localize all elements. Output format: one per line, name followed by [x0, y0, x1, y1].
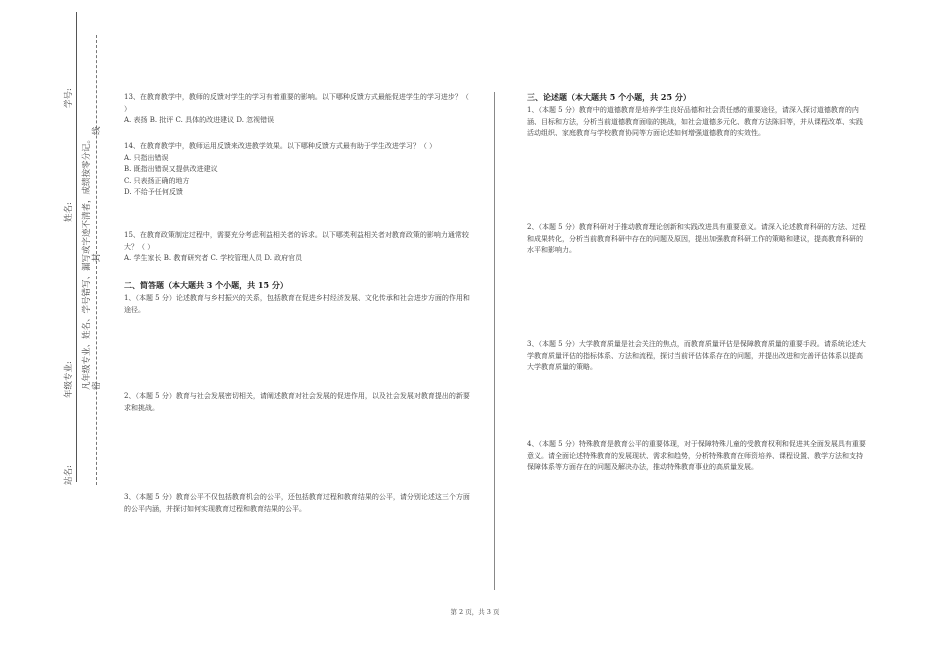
binding-solid-line — [76, 12, 77, 482]
question-13-options: A. 表扬 B. 批评 C. 具体的改进建议 D. 忽视错误 — [124, 116, 275, 124]
short-answer-3: 3、（本题 5 分）教育公平不仅包括教育机会的公平，还包括教育过程和教育结果的公平，请分别论述这三个方面的公平内涵，并探讨如何实现教育过程和教育结果的公平。 — [124, 493, 470, 513]
section-2-title: 二、简答题（本大题共 3 个小题，共 15 分） — [124, 280, 288, 290]
question-14-option-d: D. 不给予任何反馈 — [124, 188, 183, 196]
seal-mark-xian: 线 — [92, 126, 102, 135]
short-answer-2: 2、（本题 5 分）教育与社会发展密切相关，请阐述教育对社会发展的促进作用，以及社会发展对教育提出的新要求和挑战。 — [124, 392, 470, 412]
name-label: 姓名: — [64, 202, 74, 222]
short-answer-1: 1、（本题 5 分）论述教育与乡村振兴的关系，包括教育在促进乡村经济发展、文化传承和社会进步方面的作用和途径。 — [124, 294, 470, 314]
school-label: 站名: — [64, 465, 74, 485]
question-14-option-c: C. 只表扬正确的地方 — [124, 176, 190, 185]
grade-major-label: 年级专业: — [64, 361, 74, 398]
question-14-option-a: A. 只指出错误 — [124, 153, 169, 162]
question-15-stem: 15、在教育政策制定过程中，需要充分考虑利益相关者的诉求。以下哪类利益相关者对教育政策的影响力通常较大？（ ） — [124, 231, 469, 251]
question-15-options: A. 学生家长 B. 教育研究者 C. 学校管理人员 D. 政府官员 — [124, 254, 303, 262]
page-number: 第 2 页，共 3 页 — [450, 608, 500, 616]
binding-margin — [0, 0, 110, 672]
question-14-option-b: B. 既指出错误又提供改进建议 — [124, 165, 218, 173]
essay-3: 3、（本题 5 分）大学教育质量是社会关注的焦点，而教育质量评估是保障教育质量的重要手段。请系统论述大学教育质量评估的指标体系、方法和流程，探讨当前评估体系存在的问题，并提出改进和完善评估体系以提高大学教育质量的策略。 — [527, 340, 866, 371]
question-13 — [124, 92, 472, 127]
section-3-title: 三、论述题（本大题共 5 个小题，共 25 分） — [527, 92, 691, 102]
essay-4: 4、（本题 5 分）特殊教育是教育公平的重要体现，对于保障特殊儿童的受教育权利和促进其全面发展具有重要意义。请全面论述特殊教育的发展现状、需求和趋势，分析特殊教育在师资培养、课程设置、教学方法和支持保障体系等方面存在的问题及解决办法，推动特殊教育事业的高质量发展。 — [527, 440, 866, 471]
student-id-label: 学号: — [64, 88, 74, 108]
seal-mark-mi: 密 — [92, 381, 102, 390]
question-14-stem: 14、在教育教学中，教师运用反馈来改进教学效果。以下哪种反馈方式最有助于学生改进学习？（ ） — [124, 142, 437, 150]
column-divider — [494, 92, 495, 590]
essay-1: 1、（本题 5 分）教育中的道德教育是培养学生良好品德和社会责任感的重要途径，请深入探讨道德教育的内涵、目标和方法，分析当前道德教育面临的挑战，如社会道德多元化、教育方法陈旧等，并从课程改革、实践活动组织、家庭教育与学校教育协同等方面论述如何增强道德教育的实效性。 — [527, 106, 863, 137]
question-14 — [124, 141, 472, 199]
question-15 — [124, 230, 472, 265]
seal-mark-feng: 封 — [92, 253, 102, 262]
binding-notice: 凡年级专业、姓名、学号错写、漏写或字迹不清者，成绩按零分记。 — [82, 134, 92, 390]
essay-2: 2、（本题 5 分）教育科研对于推动教育理论创新和实践改进具有重要意义。请深入论述教育科研的方法、过程和成果转化，分析当前教育科研中存在的问题及原因，提出加强教育科研工作的策略和建议，提高教育科研的水平和影响力。 — [527, 223, 866, 254]
question-13-stem: 13、在教育教学中，教师的反馈对学生的学习有着重要的影响。以下哪种反馈方式最能促进学生的学习进步？（ ） — [124, 93, 469, 113]
